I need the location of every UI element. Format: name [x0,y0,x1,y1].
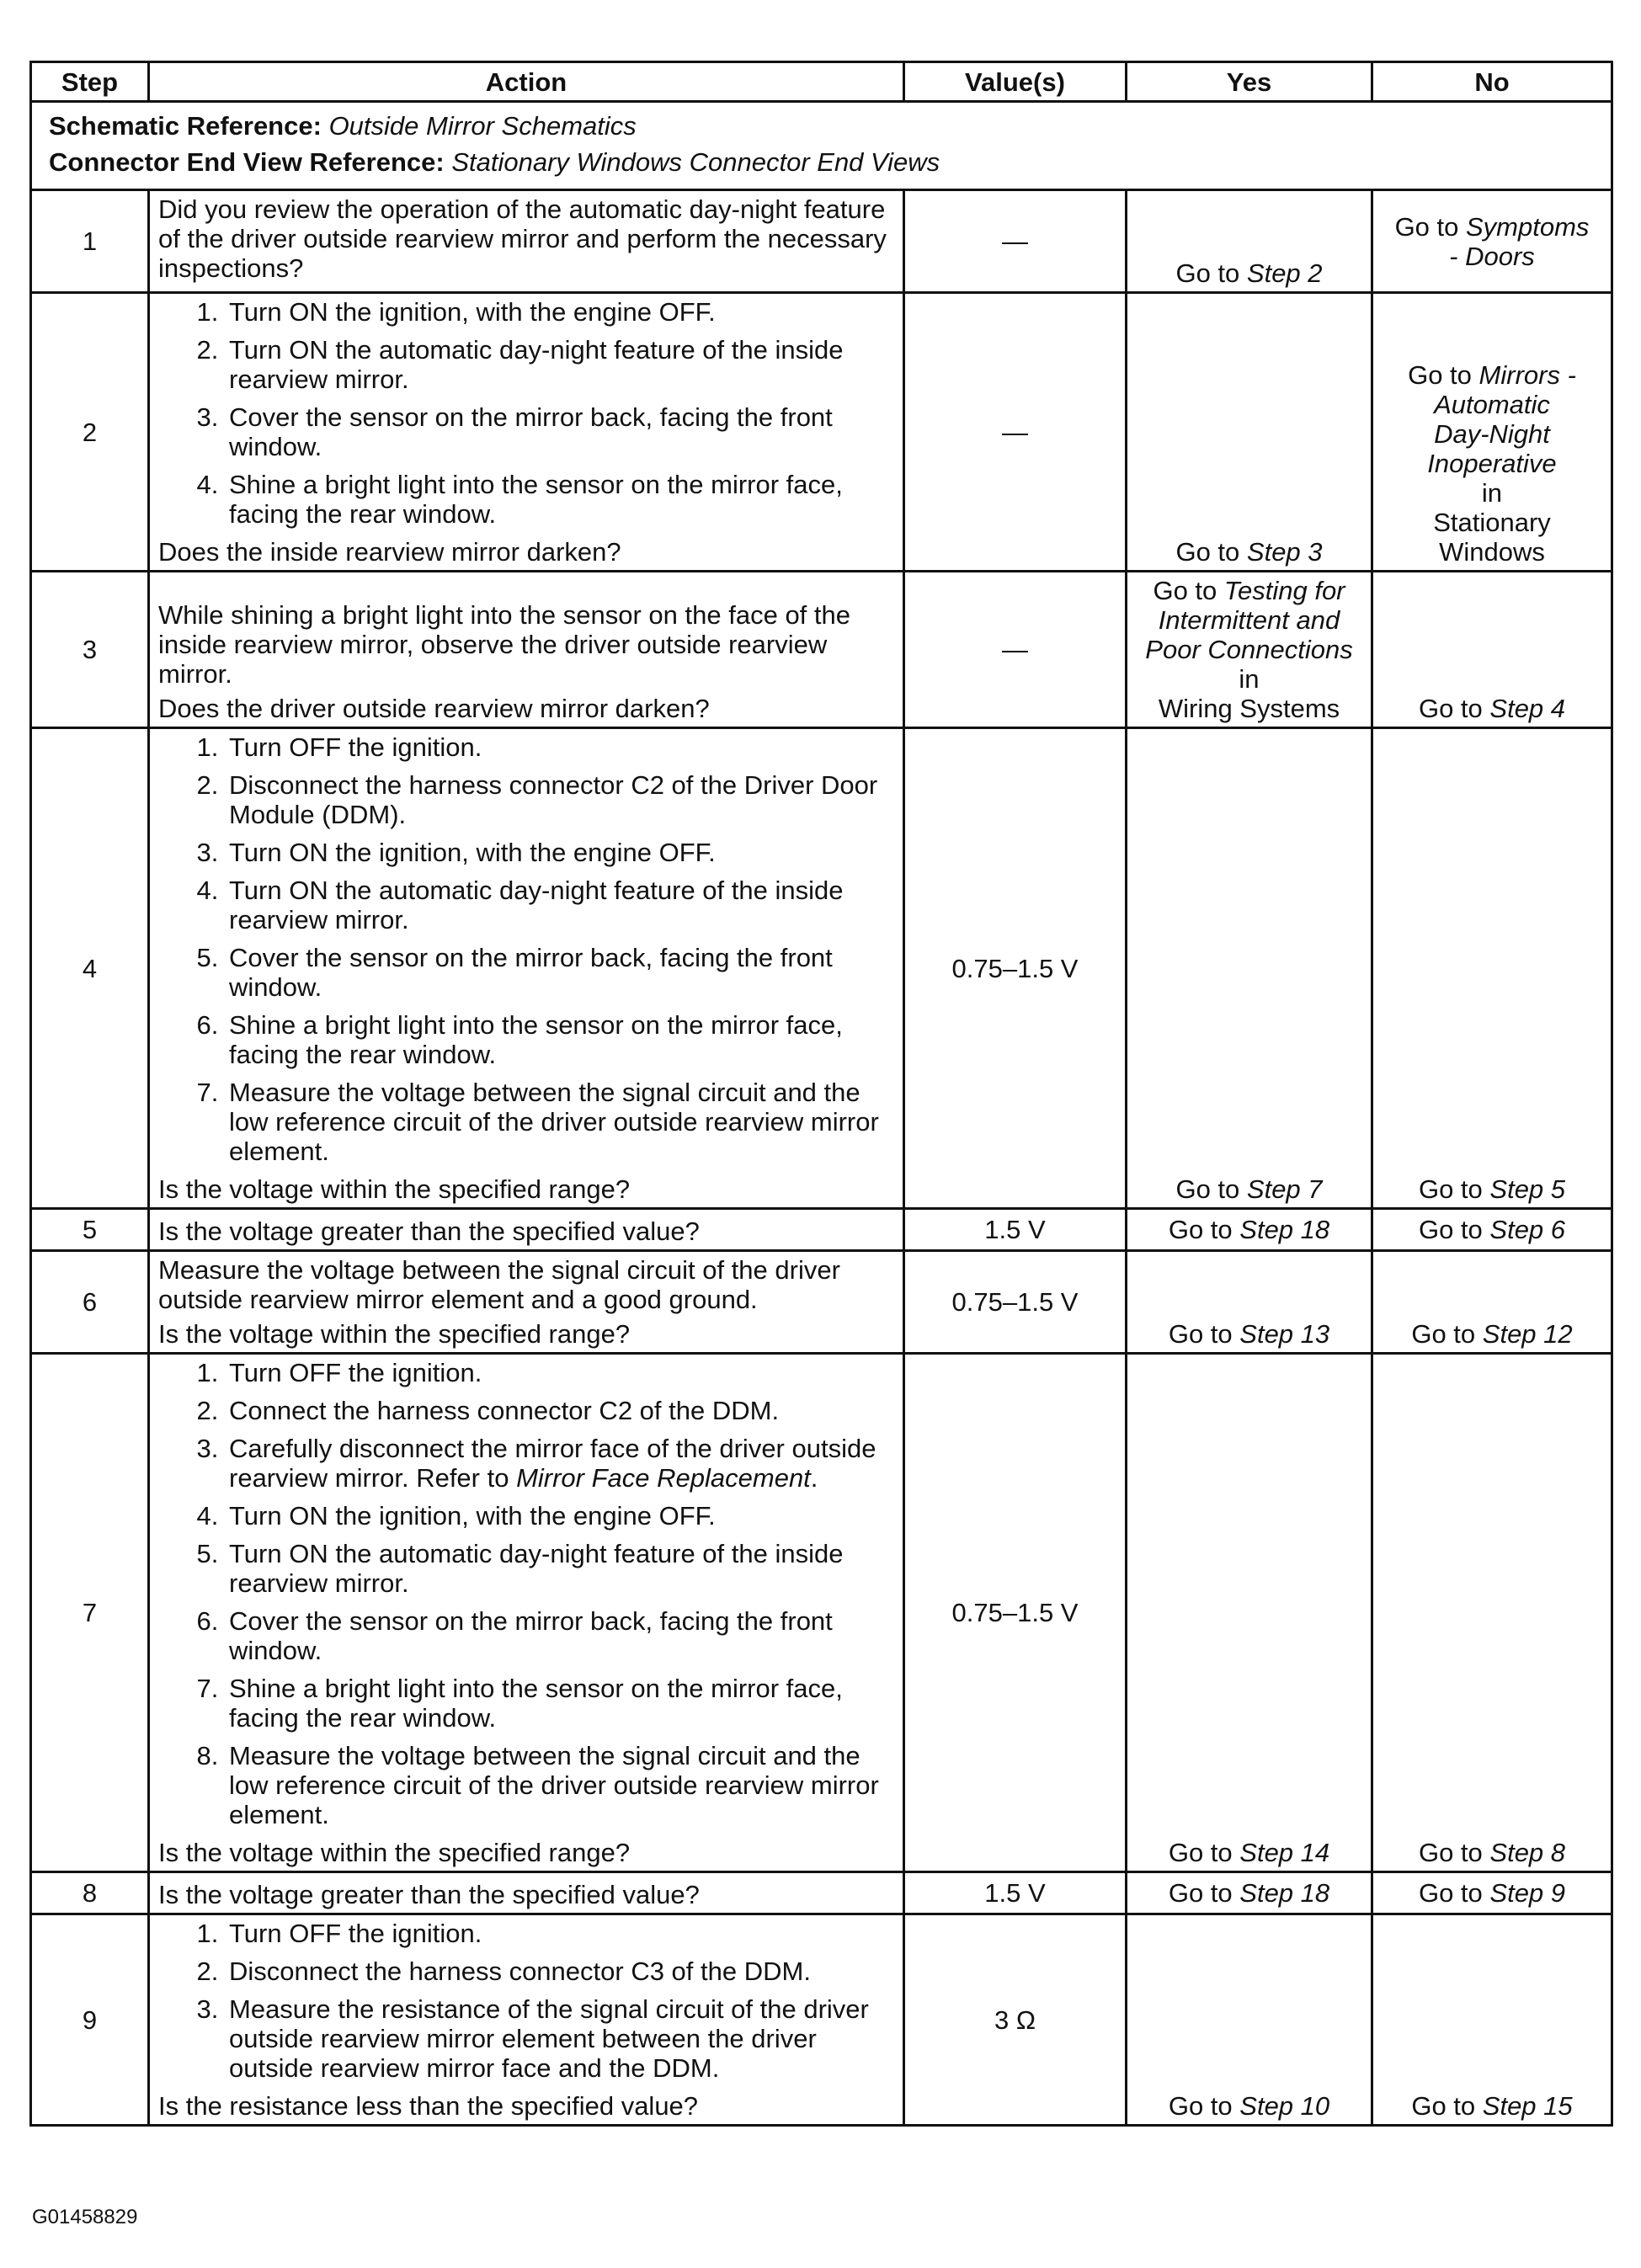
yes-cell[interactable] [1127,293,1372,572]
yes-link-part[interactable]: Step 3 [1246,537,1323,567]
action-step-item: 7. Measure the voltage between the signal circuit and the low reference circuit of the driver outside rearview mirror element. [226,1078,894,1166]
action-step-item: 2. Disconnect the harness connector C3 of the DDM. [226,1957,894,1986]
no-cell[interactable] [1372,293,1612,572]
step-number: 5 [31,1209,149,1251]
no-link-part[interactable]: Step 15 [1482,2091,1573,2121]
action-question: Is the voltage greater than the specified value? [158,1880,700,1909]
no-link-part[interactable]: Inoperative [1427,449,1557,478]
no-link-part[interactable]: Step 4 [1489,694,1566,723]
action-cell [149,1209,904,1251]
header-no: No [1372,62,1612,102]
action-step-part: Carefully disconnect the mirror face of the driver outside rearview mirror. Refer to [229,1434,876,1493]
yes-link-part: Go to [1175,537,1247,567]
value-cell: — [904,190,1127,293]
action-question: Is the voltage within the specified range? [158,1174,631,1204]
action-step-item: 6. Cover the sensor on the mirror back, facing the front window. [226,1606,894,1665]
no-cell[interactable] [1372,1354,1612,1872]
yes-link-part[interactable]: Step 14 [1239,1838,1330,1867]
action-steps-list [158,1358,894,1829]
action-step-item: 5. Cover the sensor on the mirror back, facing the front window. [226,943,894,1002]
connector-reference-label: Connector End View Reference: [49,147,445,177]
step-number: 9 [31,1914,149,2126]
value-cell: 3 Ω [904,1914,1127,2126]
action-cell [149,1872,904,1914]
header-values: Value(s) [904,62,1127,102]
no-link-part[interactable]: Step 6 [1489,1215,1566,1244]
no-link-part[interactable]: Step 9 [1489,1878,1566,1908]
value-cell: — [904,572,1127,728]
step-row-1 [31,190,1612,293]
yes-link-part: Go to [1168,2091,1240,2121]
no-link-part[interactable]: Automatic [1434,390,1550,419]
yes-link-part: Go to [1175,258,1247,288]
action-question: Does the driver outside rearview mirror darken? [158,694,710,723]
schematic-reference [49,111,1594,141]
schematic-reference-link[interactable]: Outside Mirror Schematics [328,111,637,141]
references-row [31,102,1612,190]
header-step: Step [31,62,149,102]
step-row-6 [31,1251,1612,1354]
yes-link-part: Go to [1153,576,1224,605]
no-link-part: Go to [1411,1319,1483,1349]
value-cell: 0.75–1.5 V [904,1354,1127,1872]
yes-link-part[interactable]: Step 18 [1239,1215,1330,1244]
yes-link-part[interactable]: Step 13 [1239,1319,1330,1349]
value-cell: 0.75–1.5 V [904,1251,1127,1354]
step-number: 7 [31,1354,149,1872]
action-step-item: 2. Turn ON the automatic day-night feature of the inside rearview mirror. [226,335,894,394]
no-link-part[interactable]: Day-Night [1434,419,1550,449]
yes-link-part: Go to [1168,1215,1240,1244]
yes-cell[interactable] [1127,1209,1372,1251]
no-link-part: Go to [1408,360,1479,390]
action-cell [149,293,904,572]
no-link-part: Go to [1418,1878,1490,1908]
step-number: 3 [31,572,149,728]
no-link-part[interactable]: Step 5 [1489,1174,1566,1204]
action-question: Is the resistance less than the specified value? [158,2091,699,2121]
diagnostic-table [29,61,1613,2127]
action-step-item: 3. Measure the resistance of the signal circuit of the driver outside rearview mirror element between the driver outside rearview mirror face and the DDM. [226,1994,894,2083]
no-link-part[interactable]: Step 8 [1489,1838,1566,1867]
no-link-part: Stationary [1433,508,1551,537]
value-cell: 1.5 V [904,1872,1127,1914]
no-link-part: Go to [1418,1215,1490,1244]
step-row-7 [31,1354,1612,1872]
action-step-item: 2. Connect the harness connector C2 of the DDM. [226,1396,894,1425]
step-number: 6 [31,1251,149,1354]
action-step-item: 1. Turn ON the ignition, with the engine OFF. [226,297,894,327]
action-step-item: 3. Cover the sensor on the mirror back, facing the front window. [226,402,894,461]
yes-link-part: Go to [1168,1878,1240,1908]
action-cell [149,1251,904,1354]
action-step-item: 3. Turn ON the ignition, with the engine OFF. [226,838,894,867]
no-link-part: Go to [1411,2091,1483,2121]
no-cell[interactable] [1372,572,1612,728]
yes-link-part: Go to [1168,1838,1240,1867]
action-text: While shining a bright light into the sensor on the face of the inside rearview mirror, observe the driver outside rearview mirror. [158,600,850,689]
action-text: Measure the voltage between the signal circuit of the driver outside rearview mirror element and a good ground. [158,1255,840,1314]
connector-reference-link[interactable]: Stationary Windows Connector End Views [451,147,940,177]
action-step-part: . [810,1463,818,1493]
yes-link-part[interactable]: Intermittent and [1158,605,1340,635]
no-cell[interactable] [1372,1251,1612,1354]
no-link-part: Go to [1418,694,1490,723]
no-cell[interactable] [1372,1914,1612,2126]
header-row [31,62,1612,102]
figure-id: G01458829 [32,2206,138,2228]
action-question: Is the voltage greater than the specified value? [158,1217,700,1246]
no-link-part[interactable]: Step 12 [1482,1319,1573,1349]
action-step-item: 4. Turn ON the ignition, with the engine OFF. [226,1501,894,1531]
action-step-item: 1. Turn OFF the ignition. [226,1358,894,1387]
step-number: 2 [31,293,149,572]
yes-link-part[interactable]: Testing for [1223,576,1345,605]
yes-link-part[interactable]: Step 7 [1246,1174,1323,1204]
yes-cell[interactable] [1127,1251,1372,1354]
step-number: 8 [31,1872,149,1914]
yes-cell[interactable] [1127,572,1372,728]
action-steps-list [158,732,894,1166]
action-cell [149,1914,904,2126]
step-row-5 [31,1209,1612,1251]
value-cell: 0.75–1.5 V [904,728,1127,1209]
yes-link-part: Go to [1175,1174,1247,1204]
yes-link-part[interactable]: Step 10 [1239,2091,1330,2121]
action-step-part[interactable]: Mirror Face Replacement [516,1463,811,1493]
no-cell[interactable] [1372,728,1612,1209]
action-step-item: 1. Turn OFF the ignition. [226,1919,894,1948]
yes-link-part: in [1239,664,1260,694]
action-text: Did you review the operation of the automatic day-night feature of the driver outside rearview mirror and perform the necessary inspections? [158,194,887,283]
yes-link-part: Wiring Systems [1158,694,1340,723]
no-link-part: Windows [1439,537,1545,567]
yes-cell[interactable] [1127,728,1372,1209]
no-link-part[interactable]: - Doors [1449,241,1535,271]
action-cell [149,728,904,1209]
yes-cell[interactable] [1127,1914,1372,2126]
no-cell[interactable] [1372,1872,1612,1914]
header-yes: Yes [1127,62,1372,102]
no-link-part[interactable]: Symptoms [1466,211,1590,242]
action-step-item: 7. Shine a bright light into the sensor on the mirror face, facing the rear window. [226,1674,894,1733]
yes-link-part[interactable]: Step 18 [1239,1878,1330,1908]
step-row-3 [31,572,1612,728]
no-link-part: Go to [1418,1174,1490,1204]
action-question: Does the inside rearview mirror darken? [158,537,621,567]
step-row-4 [31,728,1612,1209]
step-row-8 [31,1872,1612,1914]
action-step-item: 4. Turn ON the automatic day-night feature of the inside rearview mirror. [226,876,894,934]
references-cell [31,102,1612,190]
yes-link-part: Go to [1168,1319,1240,1349]
yes-cell[interactable] [1127,1872,1372,1914]
value-cell: — [904,293,1127,572]
action-step-item: 8. Measure the voltage between the signal circuit and the low reference circuit of the driver outside rearview mirror element. [226,1741,894,1829]
action-step-item: 5. Turn ON the automatic day-night feature of the inside rearview mirror. [226,1539,894,1598]
yes-link-part[interactable]: Step 2 [1246,258,1323,288]
no-link-part: in [1481,478,1503,508]
action-steps-list [158,1919,894,2083]
diagnostic-table-document [29,61,1611,2127]
header-action: Action [149,62,904,102]
step-number: 1 [31,190,149,293]
no-link-part: Go to [1418,1838,1490,1867]
action-cell [149,1354,904,1872]
action-step-item: 1. Turn OFF the ignition. [226,732,894,762]
action-step-item: 6. Shine a bright light into the sensor on the mirror face, facing the rear window. [226,1010,894,1069]
step-row-9 [31,1914,1612,2126]
yes-cell[interactable] [1127,1354,1372,1872]
action-step-item: 4. Shine a bright light into the sensor on the mirror face, facing the rear window. [226,470,894,529]
schematic-reference-label: Schematic Reference: [49,111,322,141]
action-cell [149,190,904,293]
action-question: Is the voltage within the specified range? [158,1319,631,1349]
no-link-part[interactable]: Mirrors - [1478,360,1576,390]
action-step-item [226,1434,894,1493]
yes-cell[interactable] [1127,190,1372,293]
yes-link-part[interactable]: Poor Connections [1145,635,1353,664]
value-cell: 1.5 V [904,1209,1127,1251]
action-steps-list [158,297,894,529]
no-cell[interactable] [1372,1209,1612,1251]
connector-reference [49,147,1594,177]
action-cell [149,572,904,728]
no-link-part: Go to [1394,211,1466,242]
action-step-item: 2. Disconnect the harness connector C2 of the Driver Door Module (DDM). [226,770,894,829]
step-number: 4 [31,728,149,1209]
no-cell[interactable] [1372,190,1612,293]
step-row-2 [31,293,1612,572]
action-question: Is the voltage within the specified range? [158,1838,631,1867]
